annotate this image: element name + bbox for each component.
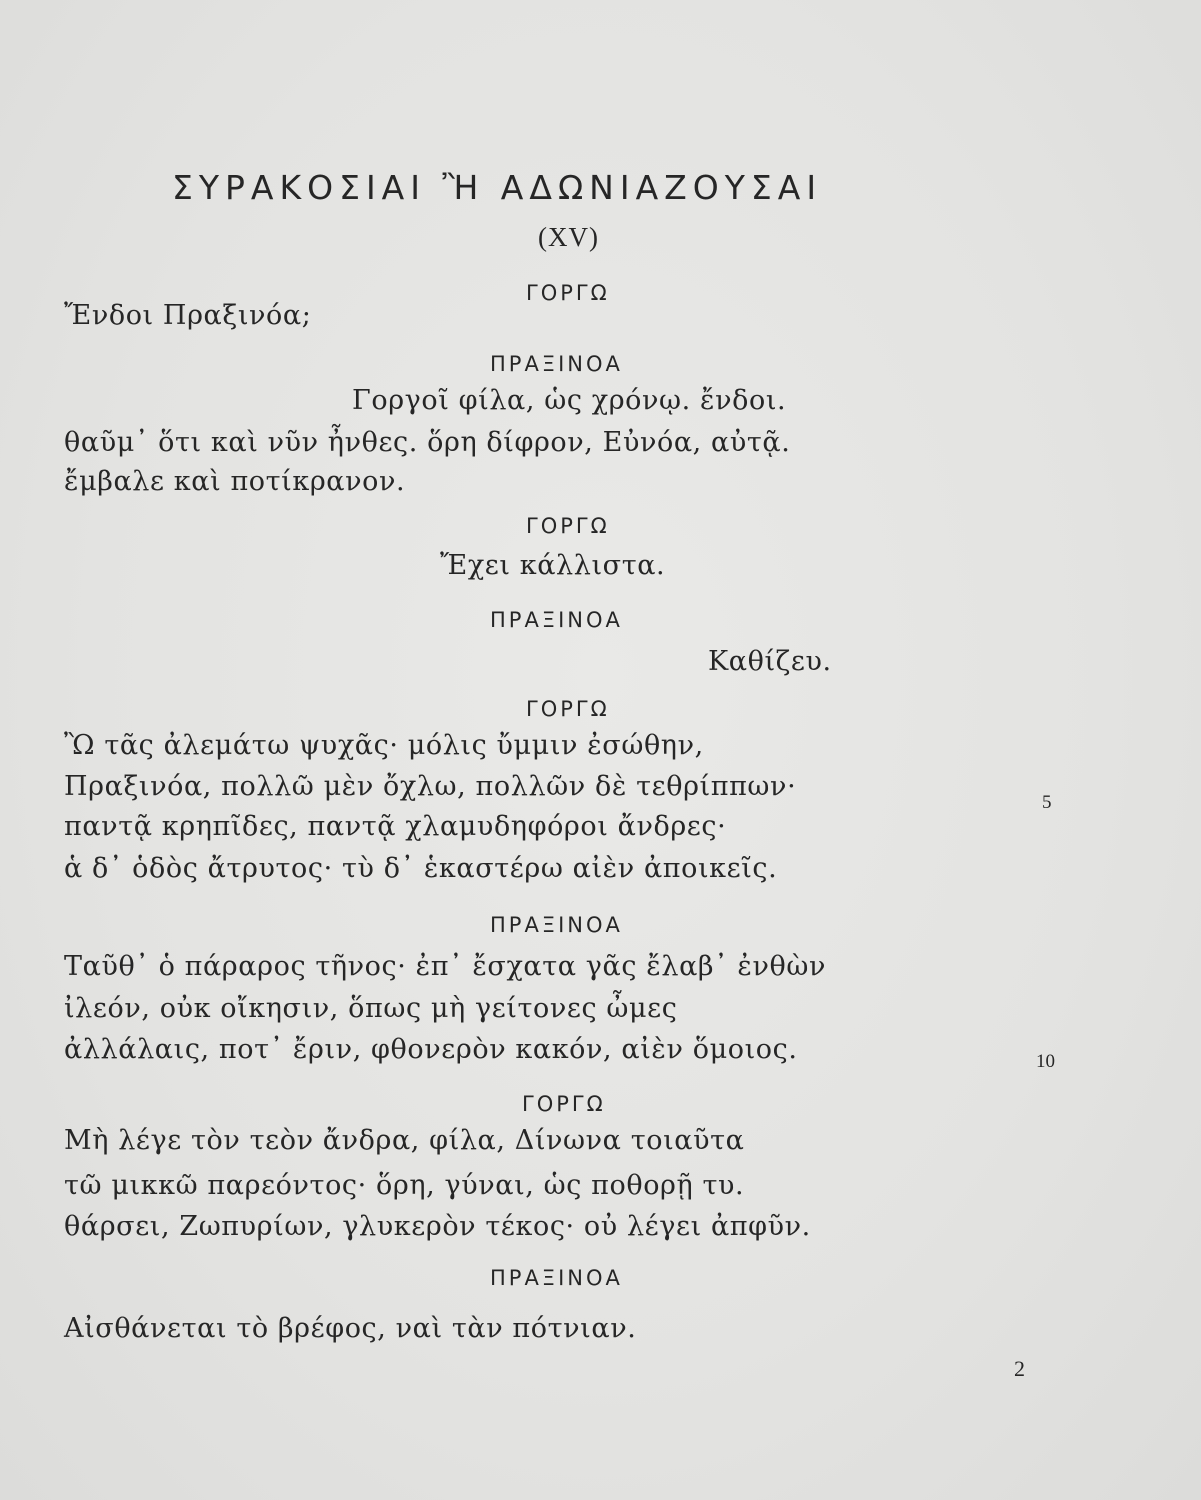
verse-line: Καθίζευ. bbox=[708, 646, 832, 677]
verse-line: θαῦμ᾽ ὅτι καὶ νῦν ἦνθες. ὅρη δίφρον, Εὐνόα, αὐτᾷ. bbox=[64, 427, 791, 458]
verse-line: τῶ μικκῶ παρεόντος· ὅρη, γύναι, ὡς ποθορῇ τυ. bbox=[64, 1170, 745, 1201]
verse-line: Πραξινόα, πολλῶ μὲν ὄχλω, πολλῶν δὲ τεθρίππων· bbox=[64, 771, 797, 802]
line-number: 10 bbox=[1036, 1051, 1055, 1072]
speaker-praxinoa: ΠΡΑΞΙΝΟΑ bbox=[490, 913, 623, 937]
verse-line: Ὢ τᾶς ἀλεμάτω ψυχᾶς· μόλις ὔμμιν ἐσώθην, bbox=[64, 730, 704, 761]
verse-line: Ταῦθ᾽ ὁ πάραρος τῆνος· ἐπ᾽ ἔσχατα γᾶς ἔλαβ᾽ ἐνθὼν bbox=[64, 951, 826, 982]
verse-line: Μὴ λέγε τὸν τεὸν ἄνδρα, φίλα, Δίνωνα τοιαῦτα bbox=[64, 1125, 745, 1156]
verse-line: Αἰσθάνεται τὸ βρέφος, ναὶ τὰν πότνιαν. bbox=[64, 1313, 637, 1344]
verse-line: παντᾷ κρηπῖδες, παντᾷ χλαμυδηφόροι ἄνδρες· bbox=[64, 811, 727, 842]
verse-line: ἁ δ᾽ ὁδὸς ἄτρυτος· τὺ δ᾽ ἑκαστέρω αἰὲν ἀποικεῖς. bbox=[64, 853, 778, 884]
verse-line: θάρσει, Ζωπυρίων, γλυκερὸν τέκος· οὐ λέγει ἀπφῦν. bbox=[64, 1211, 811, 1242]
verse-line: Ἔνδοι Πραξινόα; bbox=[64, 300, 312, 331]
speaker-gorgo: ΓΟΡΓΩ bbox=[526, 697, 610, 721]
verse-line: ἀλλάλαις, ποτ᾽ ἔριν, φθονερὸν κακόν, αἰὲν ὅμοιος. bbox=[64, 1034, 798, 1065]
speaker-praxinoa: ΠΡΑΞΙΝΟΑ bbox=[490, 608, 623, 632]
speaker-gorgo: ΓΟΡΓΩ bbox=[526, 281, 610, 305]
speaker-praxinoa: ΠΡΑΞΙΝΟΑ bbox=[490, 1266, 623, 1290]
speaker-gorgo: ΓΟΡΓΩ bbox=[522, 1092, 606, 1116]
verse-line: Γοργοῖ φίλα, ὡς χρόνῳ. ἔνδοι. bbox=[352, 385, 787, 416]
line-number: 5 bbox=[1042, 792, 1052, 813]
verse-line: Ἔχει κάλλιστα. bbox=[440, 550, 666, 581]
speaker-gorgo: ΓΟΡΓΩ bbox=[526, 514, 610, 538]
poem-title: ΣΥΡΑΚΟΣΙΑΙ Ἢ ΑΔΩΝΙΑΖΟΥΣΑΙ bbox=[172, 168, 823, 207]
verse-line: ἔμβαλε καὶ ποτίκρανον. bbox=[64, 466, 406, 497]
poem-number: (XV) bbox=[538, 222, 599, 252]
speaker-praxinoa: ΠΡΑΞΙΝΟΑ bbox=[490, 352, 623, 376]
verse-line: ἰλεόν, οὐκ οἴκησιν, ὅπως μὴ γείτονες ὦμες bbox=[64, 993, 678, 1024]
page-number: 2 bbox=[1014, 1356, 1025, 1381]
